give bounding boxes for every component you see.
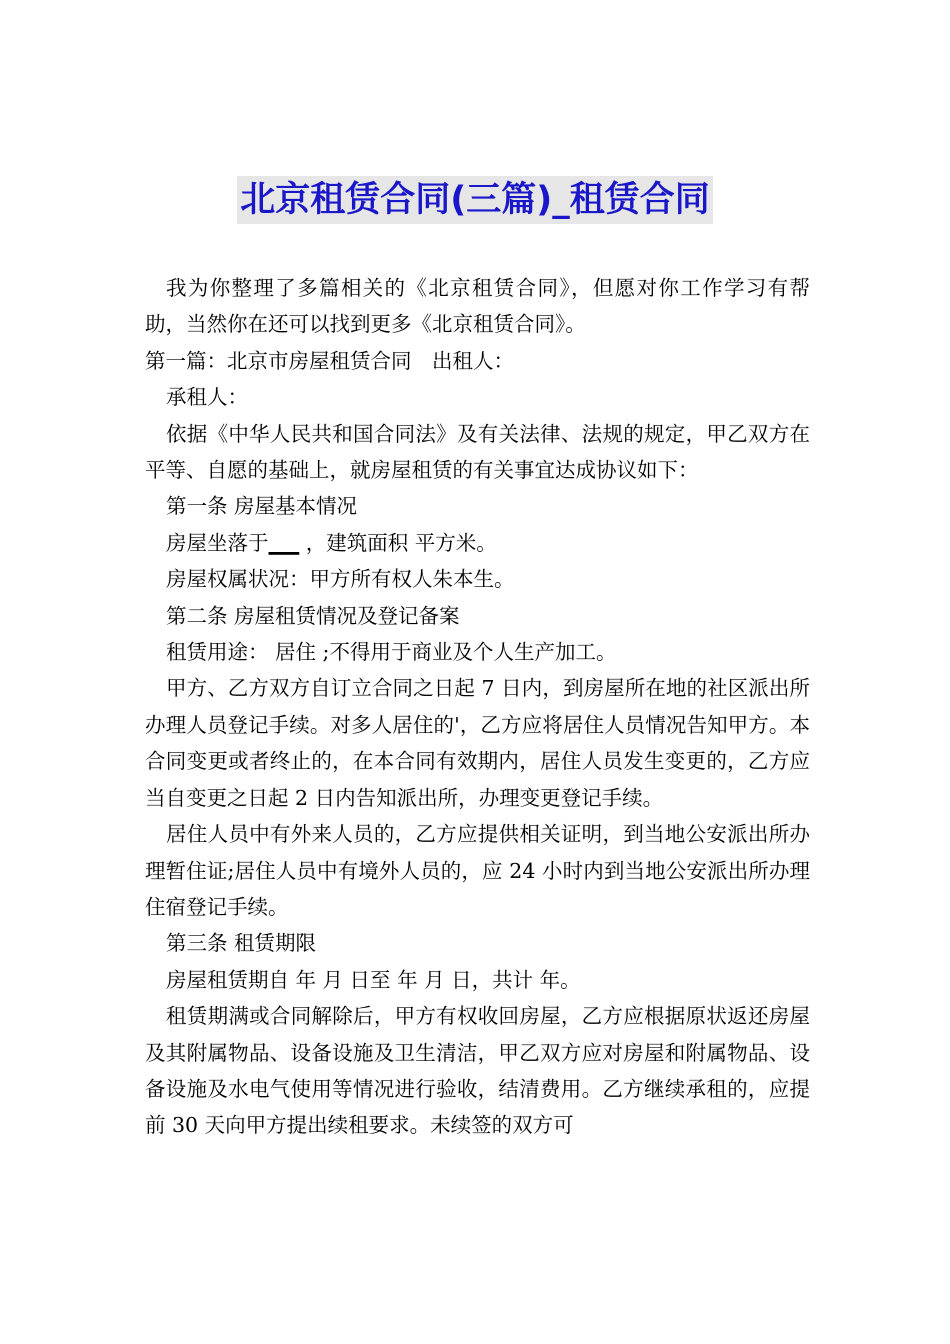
article-heading-1: 第一条 房屋基本情况 <box>166 494 358 519</box>
title-container <box>0 176 950 224</box>
basis-paragraph: 依据《中华人民共和国合同法》及有关法律、法规的规定，甲乙双方在平等、自愿的基础上，就房屋租赁的有关事宜达成协议如下： <box>145 421 810 483</box>
expiry-paragraph: 租赁期满或合同解除后，甲方有权收回房屋，乙方应根据原状返还房屋及其附属物品、设备设施及卫生清洁，甲乙双方应对房屋和附属物品、设备设施及水电气使用等情况进行验收，结清费用。乙方继续承租的，应提前 30 天向甲方提出续租要求。未续签的双方可 <box>145 1004 810 1138</box>
lease-term-line: 房屋租赁期自 年 月 日至 年 月 日，共计 年。 <box>166 967 581 992</box>
property-location-line <box>145 525 810 561</box>
property-location-blank: ___ <box>268 530 300 555</box>
article-heading-3: 第三条 租赁期限 <box>166 931 317 956</box>
article-heading-2: 第二条 房屋租赁情况及登记备案 <box>166 603 460 628</box>
residents-paragraph: 居住人员中有外来人员的，乙方应提供相关证明，到当地公安派出所办理暂住证;居住人员中有境外人员的，应 24 小时内到当地公安派出所办理住宿登记手续。 <box>145 822 810 919</box>
property-location-suffix: ，建筑面积 平方米。 <box>299 530 497 555</box>
registration-paragraph: 甲方、乙方双方自订立合同之日起 7 日内，到房屋所在地的社区派出所办理人员登记手续。对多人居住的'，乙方应将居住人员情况告知甲方。本合同变更或者终止的，在本合同有效期内，居住人员发生变更的，乙方应当自变更之日起 2 日内告知派出所，办理变更登记手续。 <box>145 676 810 810</box>
property-location-prefix: 房屋坐落于 <box>166 530 269 555</box>
document-body <box>145 270 810 1144</box>
intro-paragraph: 我为你整理了多篇相关的《北京租赁合同》，但愿对你工作学习有帮助，当然你在还可以找到更多《北京租赁合同》。 <box>145 276 810 337</box>
section-heading-part-one: 第一篇：北京市房屋租赁合同 出租人： <box>145 348 514 373</box>
lease-purpose-line: 租赁用途： 居住 ;不得用于商业及个人生产加工。 <box>166 640 617 665</box>
ownership-line: 房屋权属状况：甲方所有权人朱本生。 <box>166 567 515 592</box>
lessee-line: 承租人： <box>166 385 248 410</box>
document-title: 北京租赁合同(三篇)_租赁合同 <box>237 176 713 224</box>
